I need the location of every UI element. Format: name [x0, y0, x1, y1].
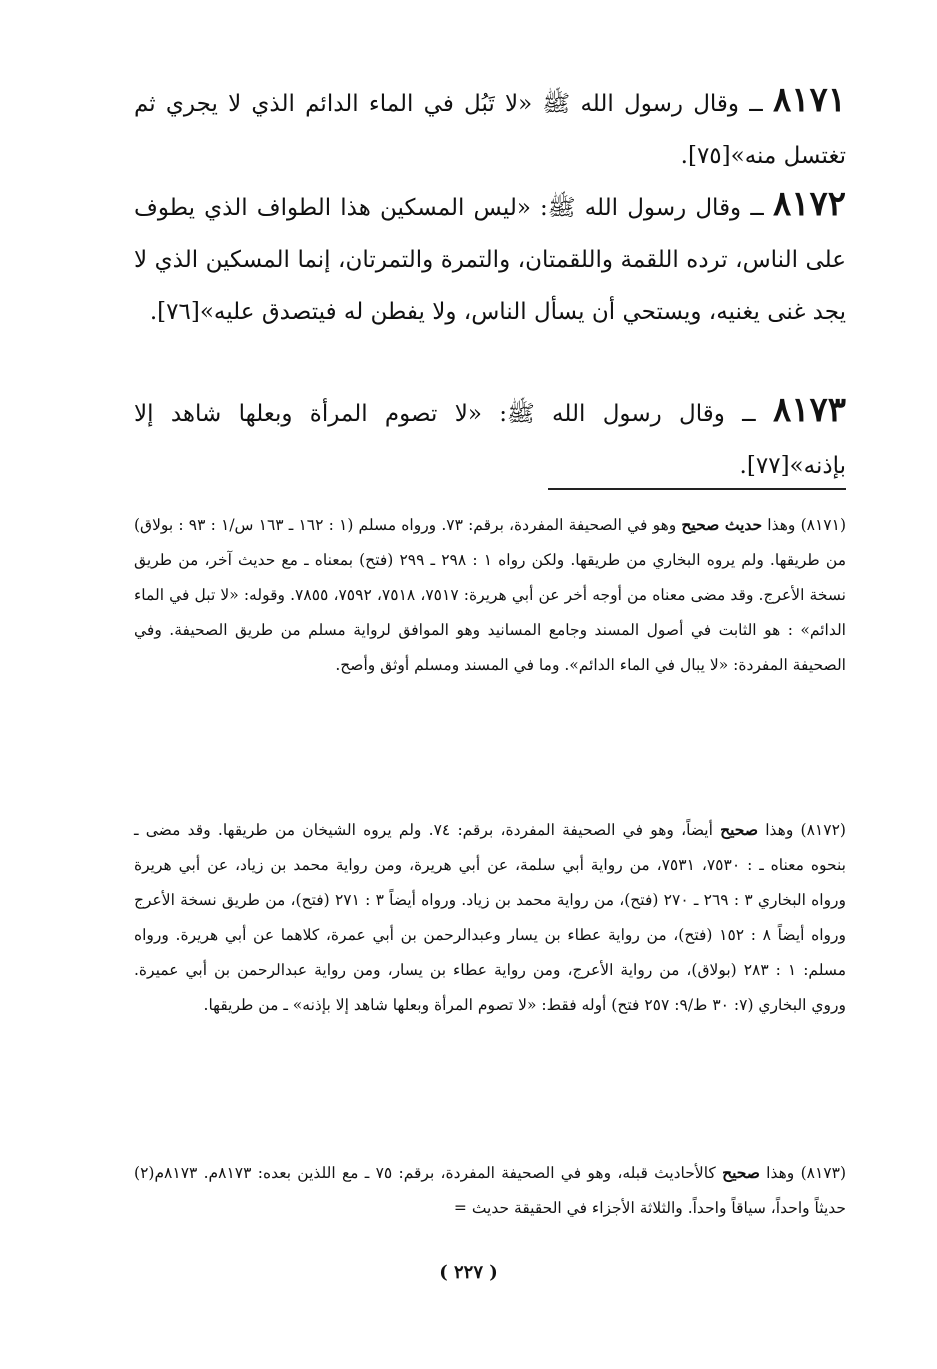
hadith-text: ــ وقال رسول الله ﷺ «لا تَبُل في الماء الدائم الذي لا يجري ثم تغتسل منه»[٧٥].	[134, 91, 846, 169]
footnote-8171	[134, 507, 846, 683]
footnote-text-start: وهذا	[757, 821, 801, 839]
footnote-text-start: وهذا	[759, 1164, 801, 1182]
hadith-8173	[134, 384, 846, 492]
footnote-grade: صحيح	[720, 820, 758, 839]
footnote-8172	[134, 812, 846, 1023]
footnote-ref: (٨١٧٣)	[800, 1164, 846, 1182]
footnote-ref: (٨١٧١)	[800, 516, 846, 534]
footnote-text-start: وهذا	[762, 516, 801, 534]
hadith-number: ٨١٧٣	[772, 390, 846, 430]
hadith-number: ٨١٧١	[772, 80, 846, 120]
footnote-ref: (٨١٧٢)	[800, 821, 846, 839]
hadith-number: ٨١٧٢	[772, 184, 846, 224]
hadith-text: ــ وقال رسول الله ﷺ: «ليس المسكين هذا الطواف الذي يطوف على الناس، ترده اللقمة واللقمتان، والتمرة والتمرتان، إنما المسكين الذي لا يجد غنى يغنيه، ويستحي أن يسأل الناس، ولا يفطن له فيتصدق عليه»[٧٦].	[134, 195, 846, 325]
hadith-text: ــ وقال رسول الله ﷺ: «لا تصوم المرأة وبعلها شاهد إلا بإذنه»[٧٧].	[134, 401, 846, 479]
footnote-text: أيضاً، وهو في الصحيفة المفردة، برقم: ٧٤. ولم يروه الشيخان من طريقها. وقد مضى ـ بنحوه معناه ـ : ٧٥٣٠، ٧٥٣١، من رواية أبي سلمة، عن أبي هريرة، ومن رواية محمد بن زياد، عن أبي هريرة ورواه البخاري ٣ : ٢٦٩ ـ ٢٧٠ (فتح)، من رواية محمد بن زياد. ورواه أيضاً ٣ : ٢٧١ (فتح)، من طريق نسخة الأعرج ورواه أيضاً ٨ : ١٥٢ (فتح)، من رواية عطاء بن يسار وعبدالرحمن بن أبي عمرة، كلاهما عن أبي هريرة. ورواه مسلم: ١ : ٢٨٣ (بولاق)، من رواية الأعرج، ومن رواية عطاء بن يسار، ومن رواية عبدالرحمن بن أبي عميرة. وروي البخاري (٧: ٣٠ ط/٩: ٢٥٧ فتح) أوله فقط: «لا تصوم المرأة وبعلها شاهد إلا بإذنه» ـ من طريقها.	[134, 821, 847, 1014]
page-number: ( ٢٢٧ )	[439, 1262, 498, 1283]
hadith-8171	[134, 74, 846, 182]
footnote-grade: حديث صحيح	[681, 515, 763, 534]
footnote-grade: صحيح	[722, 1163, 760, 1182]
footnote-separator	[548, 488, 846, 490]
footnote-text: كالأحاديث قبله، وهو في الصحيفة المفردة، برقم: ٧٥ ـ مع اللذين بعده: ٨١٧٣م. ٨١٧٣م(٢) حديثاً واحداً، سياقاً واحداً. والثلاثة الأجزاء في الحقيقة حديث =	[134, 1164, 846, 1217]
hadith-8172	[134, 178, 846, 338]
footnote-text: وهو في الصحيفة المفردة، برقم: ٧٣. ورواه مسلم (١ : ١٦٢ ـ ١٦٣ س/١ : ٩٣ : بولاق) من طريقها. ولم يروه البخاري من طريقها. ولكن رواه ١ : ٢٩٨ ـ ٢٩٩ (فتح) بمعناه ـ مع حديث آخر، من طريق نسخة الأعرج. وقد مضى معناه من أوجه أخر عن أبي هريرة: ٧٥١٧، ٧٥١٨، ٧٥٩٢، ٧٨٥٥. وقوله: «لا تبل في الماء الدائم» : هو الثابت في أصول المسند وجامع المسانيد وهو الموافق لرواية مسلم من طريق الصحيفة. وفي الصحيفة المفردة: «لا يبال في الماء الدائم». وما في المسند ومسلم أوثق وأصح.	[134, 516, 847, 674]
footnote-8173	[134, 1155, 846, 1226]
